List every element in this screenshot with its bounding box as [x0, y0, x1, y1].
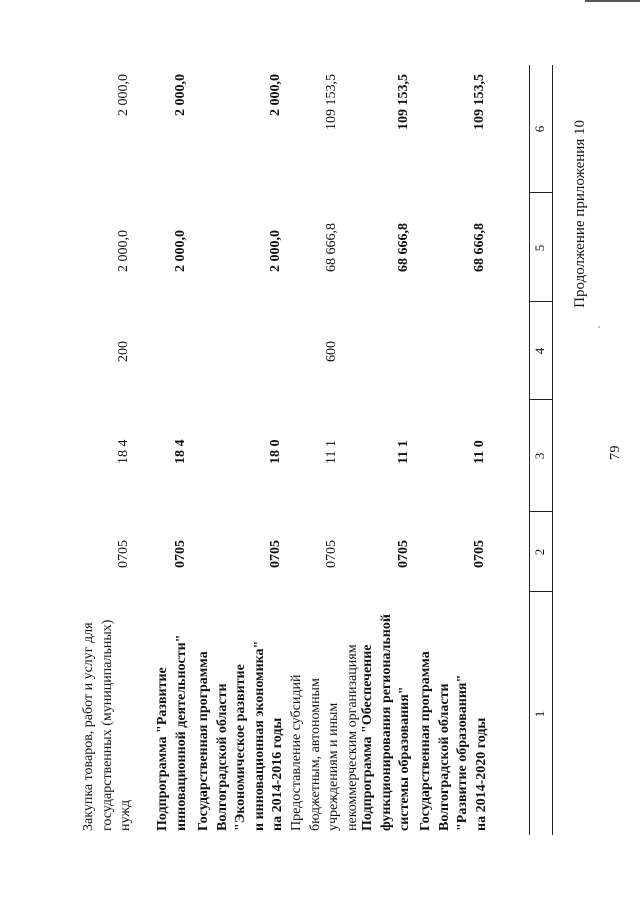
page-number: 79 [608, 445, 623, 460]
table-row-3-expense-type: 600 [324, 341, 339, 362]
table-row-3-amount-2: 109 153,5 [324, 74, 339, 130]
col-divider-5-6 [529, 192, 552, 193]
table-row-5-amount-1: 2 000,0 [173, 230, 188, 272]
table-row-6-code: 0705 [116, 540, 131, 568]
table-row-5-name: Подпрограмма "Развитие инновационной деятельности" [155, 634, 189, 831]
table-row-1-code: 0705 [472, 540, 487, 568]
table-row-6-amount-1: 2 000,0 [116, 230, 131, 272]
table-row-2-amount-2: 109 153,5 [396, 74, 411, 130]
col-divider-2-3 [529, 511, 552, 512]
table-row-5-code: 0705 [173, 540, 188, 568]
table-row-6-name: Закупка товаров, работ и услуг для государственных (муниципальных) нужд [81, 619, 133, 831]
table-row-3-amount-1: 68 666,8 [324, 223, 339, 272]
table-row-1-name: Государственная программа Волгоградской области "Развитие образования" на 2014-2020 годы [418, 651, 489, 831]
col-divider-4-5 [529, 301, 552, 302]
table-row-4-name: Государственная программа Волгоградской области "Экономическое развитие и инновационная экономика" на 2014-2016 годы [196, 640, 285, 831]
column-number-1: 1 [532, 710, 547, 718]
table-row-1-amount-2: 109 153,5 [472, 74, 487, 130]
column-number-2: 2 [532, 548, 547, 556]
column-number-6: 6 [532, 125, 547, 133]
table-row-6-target-article: 18 4 [116, 439, 131, 464]
column-number-5: 5 [532, 244, 547, 252]
table-row-1-amount-1: 68 666,8 [472, 223, 487, 272]
table-row-2-amount-1: 68 666,8 [396, 223, 411, 272]
table-row-2-code: 0705 [396, 540, 411, 568]
table-row-4-amount-1: 2 000,0 [268, 230, 283, 272]
header-bottom-rule [529, 65, 530, 835]
table-row-2-name: Подпрограмма "Обеспечение функционирования региональной системы образования" [360, 614, 412, 831]
table-row-6-expense-type: 200 [116, 341, 131, 362]
table-row-2-target-article: 11 1 [396, 440, 411, 464]
col-divider-3-4 [529, 399, 552, 400]
col-divider-1-2 [529, 591, 552, 592]
table-row-6-amount-2: 2 000,0 [116, 74, 131, 116]
column-number-4: 4 [532, 347, 547, 355]
table-row-4-code: 0705 [268, 540, 283, 568]
column-number-3: 3 [532, 452, 547, 460]
table-row-5-amount-2: 2 000,0 [173, 74, 188, 116]
table-row-3-name: Предоставление субсидий бюджетным, автономным учреждениям и иным некоммерческим организациям [289, 644, 360, 831]
table-row-3-code: 0705 [324, 540, 339, 568]
table-top-rule [552, 65, 553, 835]
table-row-5-target-article: 18 4 [173, 439, 188, 464]
continuation-label: Продолжение приложения 10 [572, 120, 588, 308]
table-row-3-target-article: 11 1 [324, 440, 339, 464]
table-row-4-amount-2: 2 000,0 [268, 74, 283, 116]
table-row-4-target-article: 18 0 [268, 439, 283, 464]
table-row-1-target-article: 11 0 [472, 440, 487, 464]
